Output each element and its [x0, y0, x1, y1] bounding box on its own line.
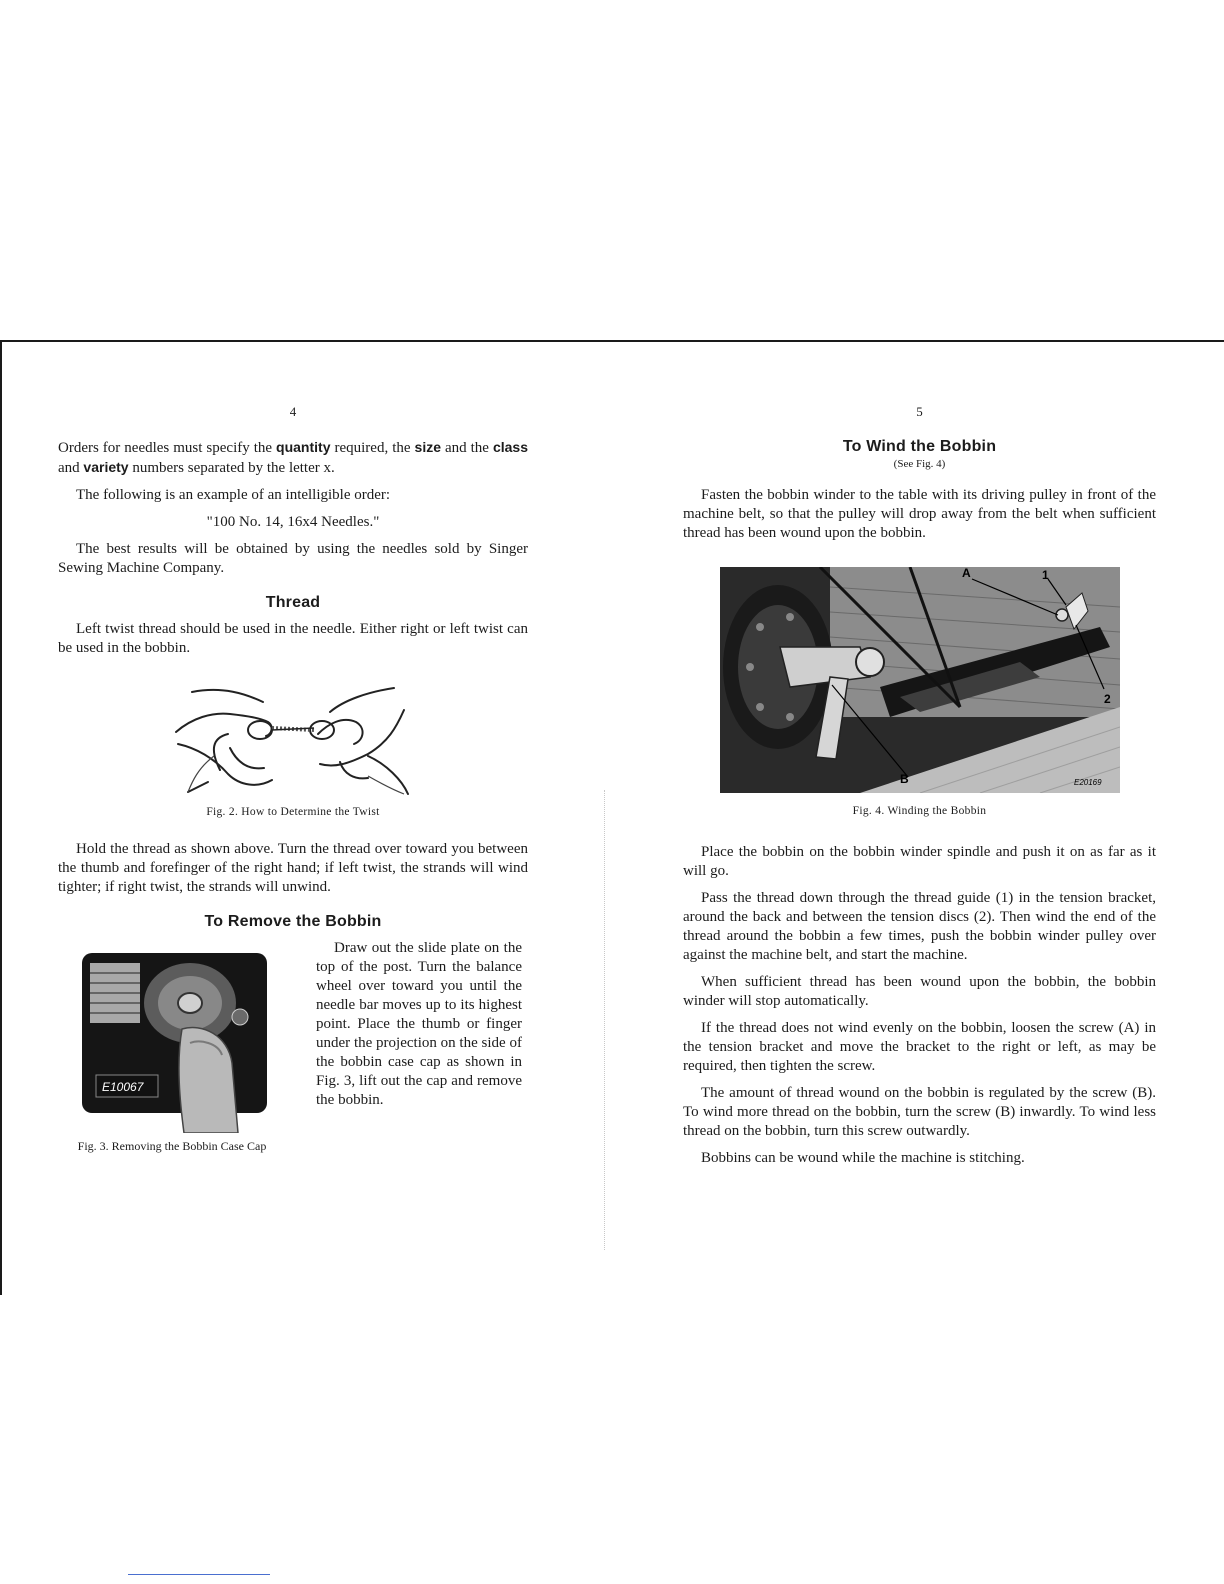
thread-heading: Thread: [265, 594, 321, 611]
wind-bobbin-heading: To Wind the Bobbin: [842, 438, 997, 455]
wind-paragraph: Bobbins can be wound while the machine is stitching.: [701, 1150, 1025, 1166]
figure-3-code: E10067: [102, 1080, 144, 1094]
wind-paragraph: If the thread does not wind evenly on the bobbin, loosen the screw (A) in the tension bracket and move the bracket to the right or left, as may be required, then tighten the screw.: [683, 1020, 1156, 1074]
order-specification-paragraph: Orders for needles must specify the quantity required, the size and the class and variety numbers separated by the letter x.: [58, 439, 528, 476]
scan-border-top: [0, 340, 1224, 342]
figure-4-label-b: B: [899, 772, 909, 786]
figure-4-bobbin-winder-photo: [720, 567, 1120, 793]
spread-gutter: [604, 790, 605, 1250]
remove-bobbin-heading: To Remove the Bobbin: [204, 913, 382, 930]
figure-4-label-a: A: [961, 567, 971, 580]
figure-4-code: E20169: [1073, 778, 1102, 787]
right-page: [683, 404, 1156, 1176]
page-number: 4: [289, 404, 297, 419]
remove-bobbin-paragraph: Draw out the slide plate on the top of the post. Turn the balance wheel over toward you until the needle bar moves up to its highest point. Place the thumb or finger under the projection on the side of the bobbin case cap as shown in Fig. 3, lift out the cap and remove the bobbin.: [316, 940, 522, 1108]
scan-border-left: [0, 340, 2, 1295]
example-order: "100 No. 14, 16x4 Needles.": [206, 514, 380, 530]
keyword-variety: variety: [83, 459, 129, 475]
hold-thread-paragraph: Hold the thread as shown above. Turn the thread over toward you between the thumb and forefinger of the right hand; if left twist, the strands will wind tighter; if right twist, the strands will unwind.: [58, 841, 528, 895]
remove-bobbin-section: [58, 939, 528, 1189]
figure-4-label-1: 1: [1041, 568, 1049, 582]
keyword-class: class: [492, 439, 528, 455]
left-page: [58, 404, 528, 1189]
figure-2-caption: Fig. 2. How to Determine the Twist: [206, 806, 380, 818]
fasten-winder-paragraph: Fasten the bobbin winder to the table with its driving pulley in front of the machine belt, so that the pulley will drop away from the belt when sufficient thread has been wound upon the bobbin.: [683, 487, 1156, 541]
wind-paragraph: Place the bobbin on the bobbin winder spindle and push it on as far as it will go.: [683, 844, 1156, 879]
remove-bobbin-instructions: [316, 939, 522, 1118]
footer-rule: [128, 1574, 270, 1575]
thread-paragraph: Left twist thread should be used in the needle. Either right or left twist can be used in the bobbin.: [58, 621, 528, 656]
figure-4-caption: Fig. 4. Winding the Bobbin: [852, 805, 987, 817]
wind-paragraph: Pass the thread down through the thread guide (1) in the tension bracket, around the back and between the tension discs (2). Then wind the end of the thread around the bobbin a few times, push the bobbin winder pulley over against the machine belt, and start the machine.: [683, 890, 1156, 963]
keyword-size: size: [414, 439, 441, 455]
keyword-quantity: quantity: [276, 439, 331, 455]
figure-3: [58, 943, 286, 1154]
page-number: 5: [916, 404, 923, 419]
figure-3-bobbin-case-photo: [72, 943, 272, 1133]
wind-paragraph: The amount of thread wound on the bobbin is regulated by the screw (B). To wind more thread on the bobbin, turn the screw (B) inwardly. To wind less thread on the bobbin, turn this screw outwardly.: [683, 1085, 1156, 1139]
wind-paragraph: When sufficient thread has been wound upon the bobbin, the bobbin winder will stop automatically.: [683, 974, 1156, 1009]
figure-2-twist-illustration: [168, 684, 418, 802]
example-intro: The following is an example of an intelligible order:: [76, 487, 391, 503]
wind-bobbin-subheading: (See Fig. 4): [893, 458, 946, 470]
figure-3-caption: Fig. 3. Removing the Bobbin Case Cap: [77, 1139, 267, 1153]
figure-4-label-2: 2: [1103, 692, 1111, 706]
best-results-paragraph: The best results will be obtained by using the needles sold by Singer Sewing Machine Company.: [58, 541, 528, 576]
